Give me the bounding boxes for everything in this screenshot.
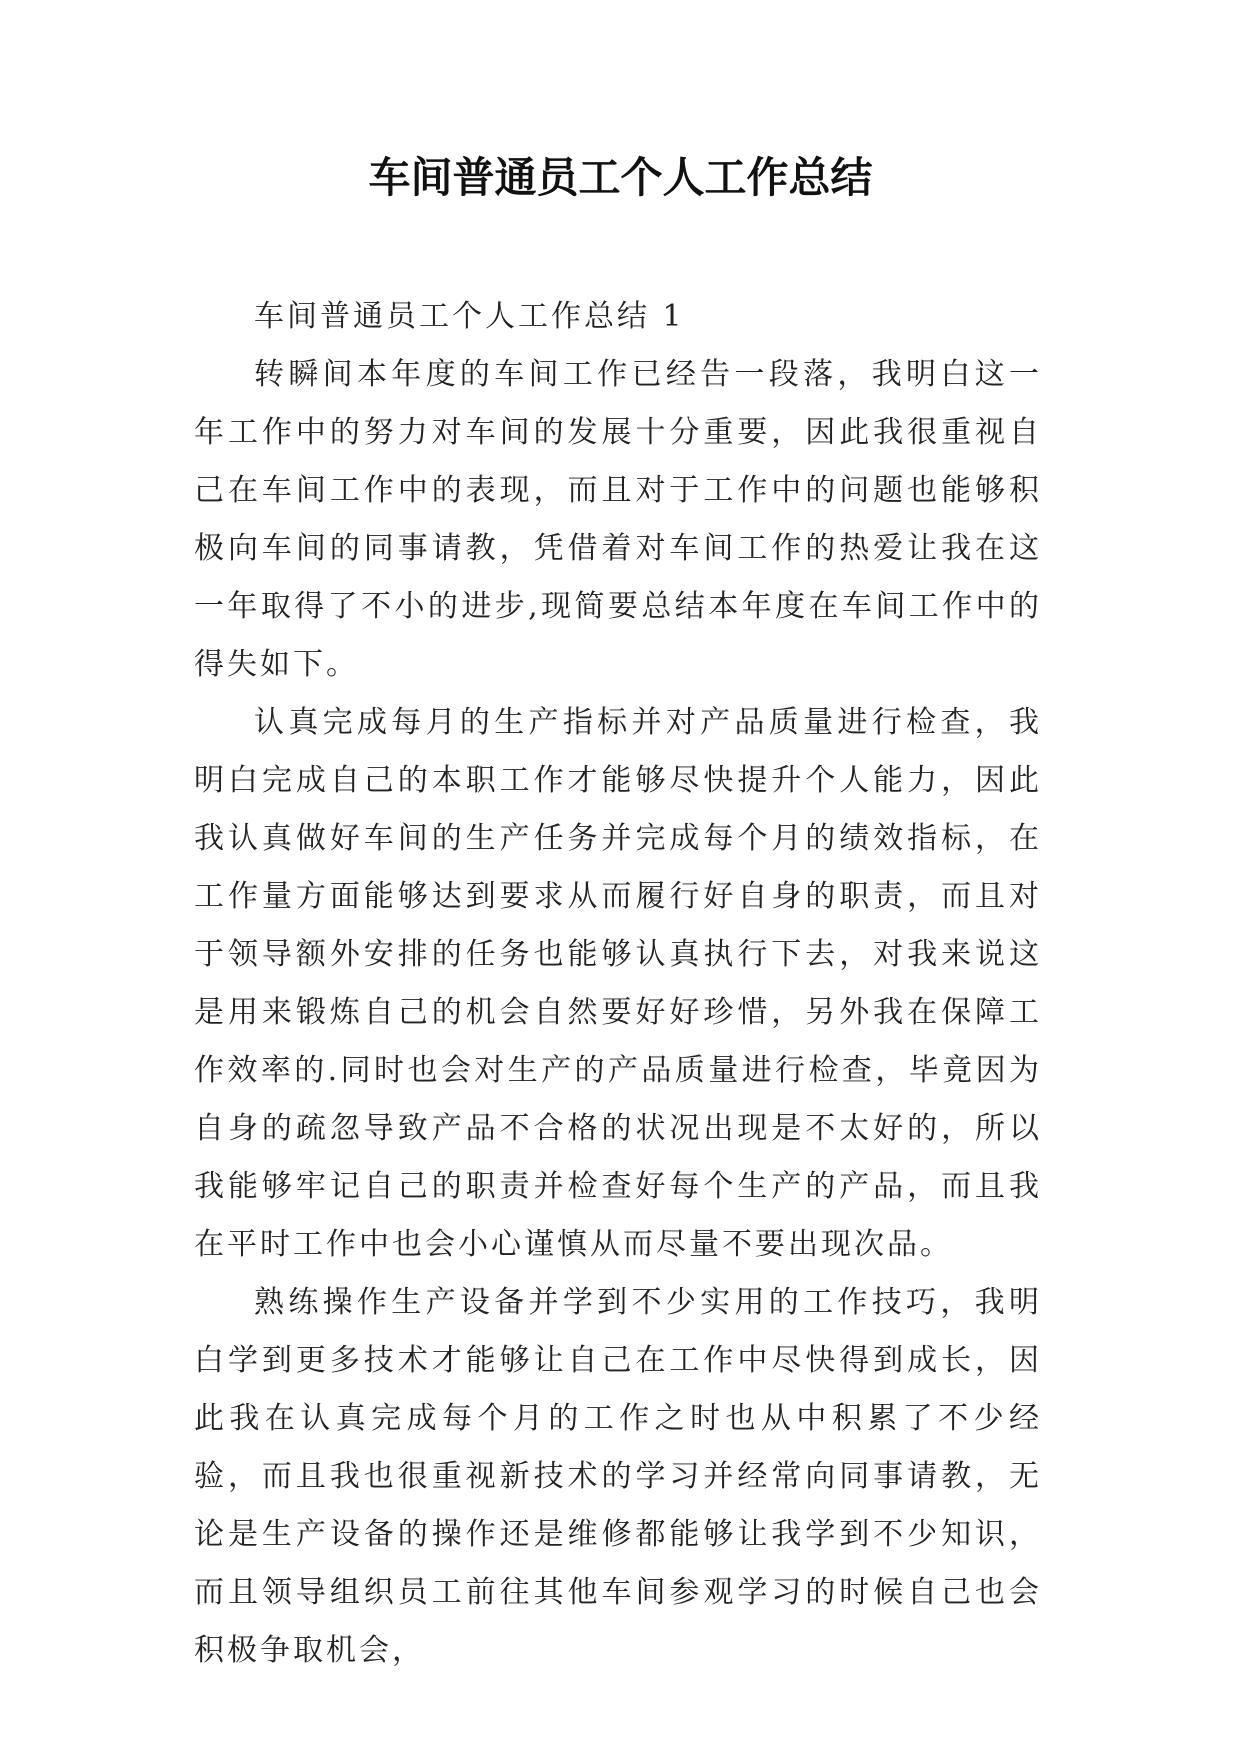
paragraph: 熟练操作生产设备并学到不少实用的工作技巧，我明白学到更多技术才能够让自己在工作中尽快得到成长，因此我在认真完成每个月的工作之时也从中积累了不少经验，而且我也很重视新技术的学习并经常向同事请教，无论是生产设备的操作还是维修都能够让我学到不少知识，而且领导组织员工前往其他车间参观学习的时候自己也会积极争取机会， <box>194 1285 1042 1668</box>
paragraph: 转瞬间本年度的车间工作已经告一段落，我明白这一年工作中的努力对车间的发展十分重要，因此我很重视自己在车间工作中的表现，而且对于工作中的问题也能够积极向车间的同事请教，凭借着对车间工作的热爱让我在这一年取得了不小的进步,现简要总结本年度在车间工作中的得失如下。 <box>194 357 1042 682</box>
document-body <box>194 288 1042 1680</box>
paragraph-subtitle: 车间普通员工个人工作总结 1 <box>254 299 685 334</box>
paragraph: 认真完成每月的生产指标并对产品质量进行检查，我明白完成自己的本职工作才能够尽快提升个人能力，因此我认真做好车间的生产任务并完成每个月的绩效指标，在工作量方面能够达到要求从而履行好自身的职责，而且对于领导额外安排的任务也能够认真执行下去，对我来说这是用来锻炼自己的机会自然要好好珍惜，另外我在保障工作效率的.同时也会对生产的产品质量进行检查，毕竟因为自身的疏忽导致产品不合格的状况出现是不太好的，所以我能够牢记自己的职责并检查好每个生产的产品，而且我在平时工作中也会小心谨慎从而尽量不要出现次品。 <box>194 705 1042 1262</box>
document-title: 车间普通员工个人工作总结 <box>368 153 873 202</box>
